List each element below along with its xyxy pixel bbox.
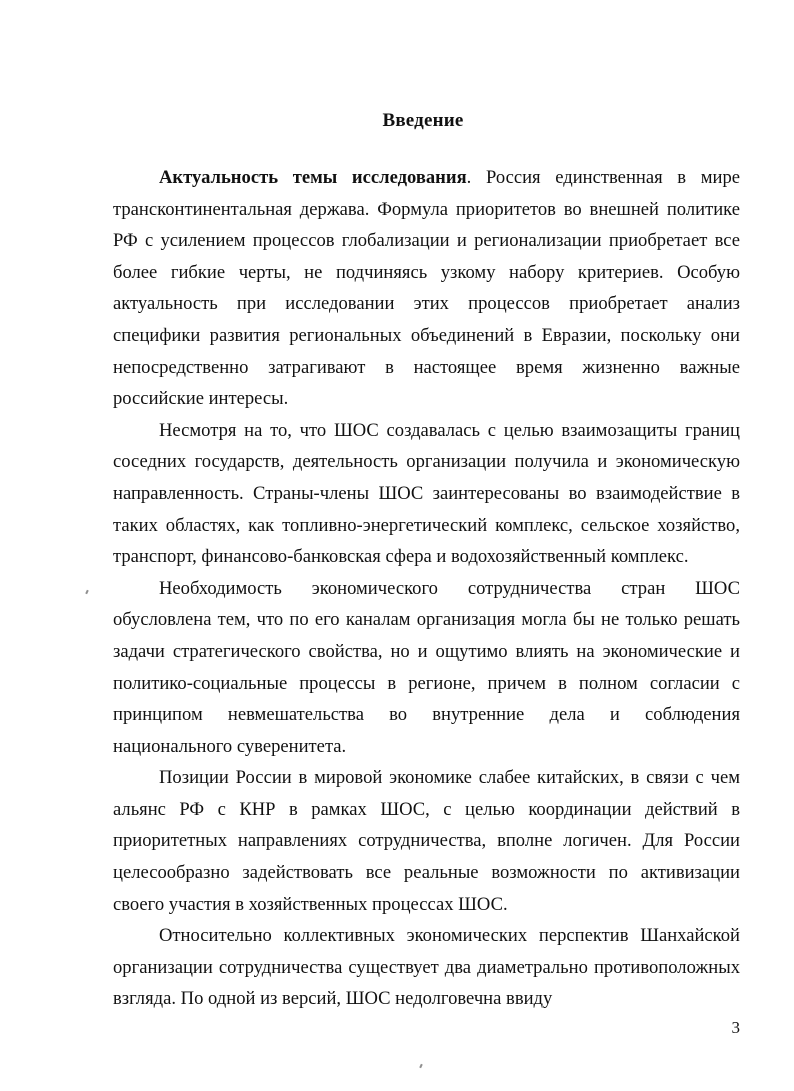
page-number: 3: [731, 1018, 740, 1037]
paragraph-russia-position: [113, 762, 740, 920]
body-text: [113, 162, 740, 1015]
paragraph-lead: Актуальность темы исследования: [159, 167, 467, 188]
page-title: Введение: [382, 110, 464, 131]
paragraph-text: . Россия единственная в мире трансконтинентальная держава. Формула приоритетов во внешней политике РФ с усилением процессов глобализации и регионализации приобретает все более гибкие черты, не подчиняясь узкому набору критериев. Особую актуальность при исследовании этих процессов приобретает анализ специфики развития региональных объединений в Евразии, поскольку они непосредственно затрагивают в настоящее время жизненно важные российские интересы.: [113, 167, 741, 410]
paragraph-text: Относительно коллективных экономических перспектив Шанхайской организации сотрудничества существует два диаметрально противоположных взгляда. По одной из версий, ШОС недолговечна ввиду: [113, 925, 740, 1010]
paragraph-text: Несмотря на то, что ШОС создавалась с целью взаимозащиты границ соседних государств, деятельность организации получила и экономическую направленность. Страны-члены ШОС заинтересованы во взаимодействие в таких областях, как топливно-энергетический комплекс, сельское хозяйство, транспорт, финансово-банковская сфера и водохозяйственный комплекс.: [113, 419, 740, 568]
scan-speck: [85, 590, 89, 594]
paragraph-economic-cooperation: [113, 573, 740, 763]
paragraph-text: Позиции России в мировой экономике слабее китайских, в связи с чем альянс РФ с КНР в рамках ШОС, с целью координации действий в приоритетных направлениях сотрудничества, вполне логичен. Для России целесообразно задействовать все реальные возможности по активизации своего участия в хозяйственных процессах ШОС.: [113, 767, 740, 915]
paragraph-sco-purpose: [113, 415, 740, 573]
scan-speck: [419, 1064, 423, 1068]
paragraph-perspectives: [113, 920, 740, 1015]
paragraph-relevance: [113, 162, 740, 415]
paragraph-text: Необходимость экономического сотрудничества стран ШОС обусловлена тем, что по его каналам организация могла бы не только решать задачи стратегического свойства, но и ощутимо влиять на экономические и политико-социальные процессы в регионе, причем в полном согласии с принципом невмешательства во внутренние дела и соблюдения национального суверенитета.: [113, 577, 740, 757]
